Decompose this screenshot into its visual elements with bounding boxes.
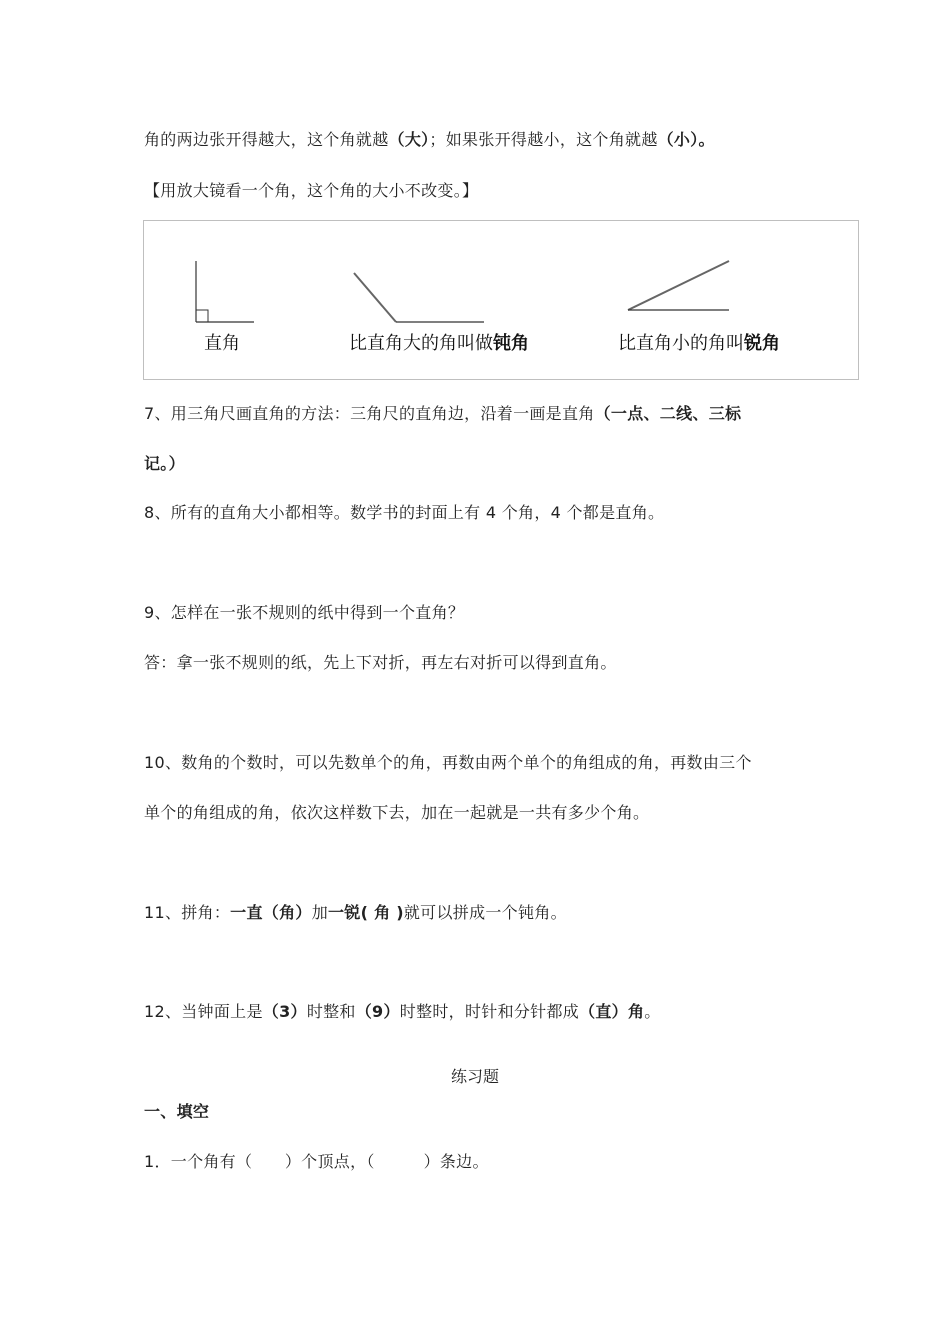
text: ；如果张开得越小，这个角就越 <box>429 130 658 149</box>
paragraph-angle-size <box>144 127 715 150</box>
text: 时整和 <box>306 1002 356 1021</box>
paragraph-9-answer: 答：拿一张不规则的纸，先上下对折，再左右对折可以得到直角。 <box>144 653 617 672</box>
paragraph-7-continued: 记。） <box>144 454 185 473</box>
paragraph-8: 8、所有的直角大小都相等。数学书的封面上有 4 个角，4 个都是直角。 <box>144 503 665 522</box>
paragraph-11 <box>144 900 567 923</box>
answer-big: （大） <box>388 130 430 149</box>
paragraph-10-continued: 单个的角组成的角，依次这样数下去，加在一起就是一共有多少个角。 <box>144 803 650 822</box>
acute-angle-label <box>618 329 780 355</box>
acute-term: 锐角 <box>744 333 780 354</box>
answer: 一锐( 角 ) <box>328 903 404 922</box>
question-1: 1．一个角有（ ）个顶点，（ ）条边。 <box>144 1152 489 1171</box>
obtuse-angle-label <box>349 329 529 355</box>
text: 。 <box>644 1002 661 1021</box>
answer: （一点、二线、三标 <box>594 404 742 423</box>
angle-figure <box>143 220 859 380</box>
text: 11、拼角： <box>144 903 231 922</box>
right-angle-label: 直角 <box>204 333 240 354</box>
answer: （直）角 <box>579 1002 645 1021</box>
text: 7、用三角尺画直角的方法：三角尺的直角边，沿着一画是直角 <box>144 404 595 423</box>
text: 时整时，时针和分针都成 <box>399 1002 580 1021</box>
obtuse-slanted-ray <box>354 273 396 322</box>
text: 角的两边张开得越大，这个角就越 <box>144 130 389 149</box>
section-heading: 一、填空 <box>144 1102 210 1121</box>
text: 12、当钟面上是 <box>144 1002 263 1021</box>
paragraph-12 <box>144 999 661 1022</box>
paragraph-10: 10、数角的个数时，可以先数单个的角，再数由两个单个的角组成的角，再数由三个 <box>144 753 752 772</box>
paragraph-magnifier: 【用放大镜看一个角，这个角的大小不改变。】 <box>144 181 479 200</box>
acute-slanted-ray <box>628 261 729 310</box>
right-angle-mark <box>196 310 208 322</box>
answer: （3） <box>262 1002 307 1021</box>
text: 加 <box>311 903 328 922</box>
paragraph-7 <box>144 401 741 424</box>
obtuse-prefix: 比直角大的角叫做 <box>349 333 493 354</box>
angle-drawings <box>144 221 860 381</box>
paragraph-9-question: 9、怎样在一张不规则的纸中得到一个直角？ <box>144 603 465 622</box>
obtuse-term: 钝角 <box>493 333 529 354</box>
text: 就可以拼成一个钝角。 <box>403 903 567 922</box>
acute-prefix: 比直角小的角叫 <box>618 333 744 354</box>
exercise-title: 练习题 <box>450 1067 499 1086</box>
answer-small: （小）。 <box>657 130 715 149</box>
answer: （9） <box>355 1002 400 1021</box>
answer: 一直（角） <box>230 903 312 922</box>
